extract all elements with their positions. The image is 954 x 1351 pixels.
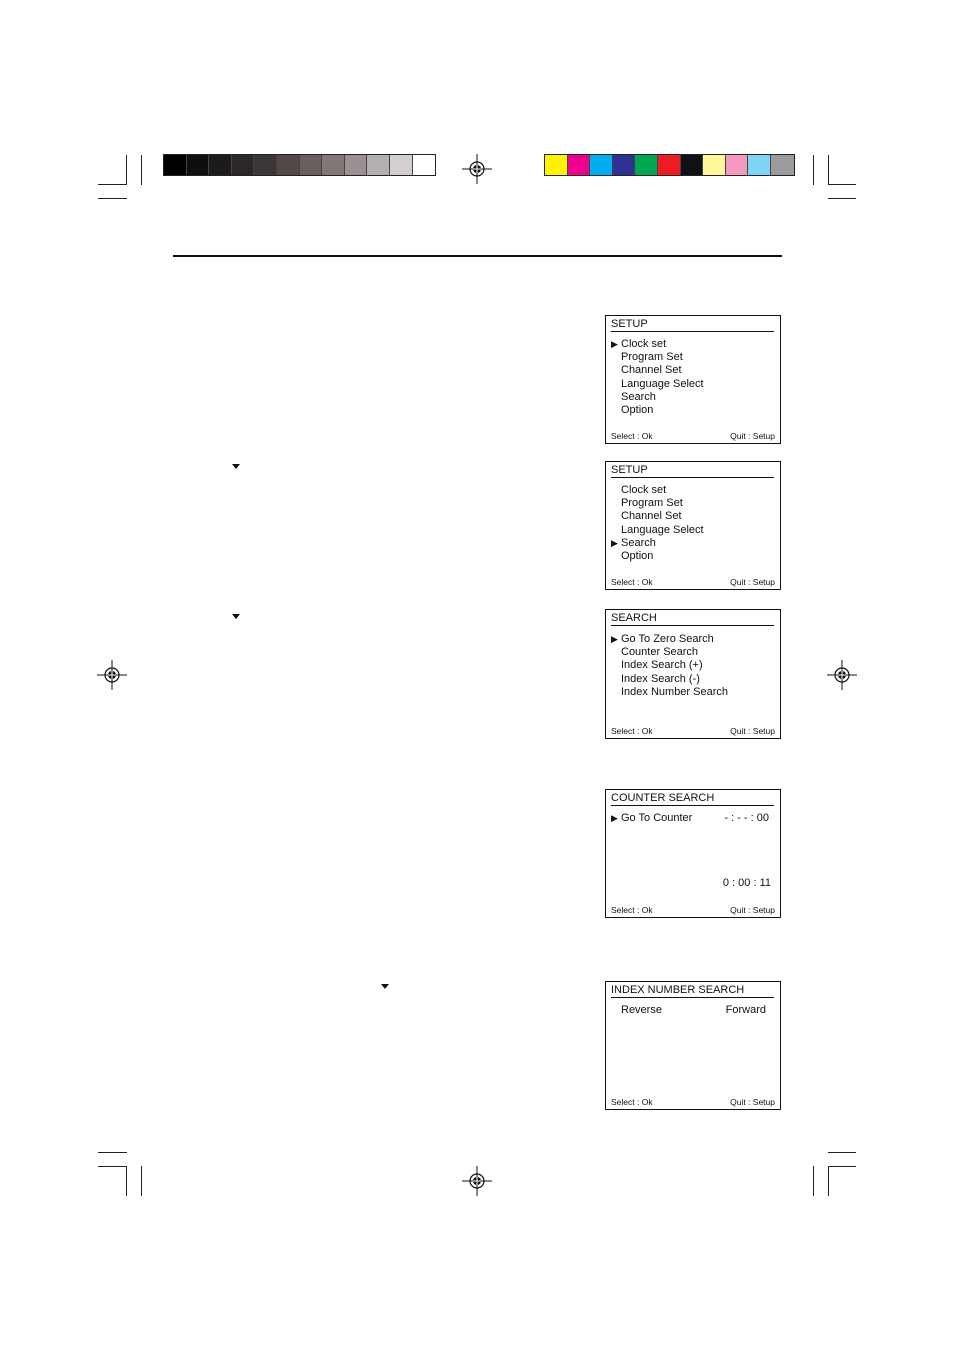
reverse-option[interactable]: Reverse xyxy=(621,1004,662,1016)
menu-title: SETUP xyxy=(611,318,648,330)
forward-option[interactable]: Forward xyxy=(725,1004,766,1016)
menu-item-label: Program Set xyxy=(621,497,683,510)
crop-mark xyxy=(828,1152,856,1153)
menu-item-clock-set[interactable] xyxy=(611,484,704,497)
menu-item-label: Search xyxy=(621,390,656,403)
crop-mark xyxy=(828,1166,829,1196)
color-swatch xyxy=(545,155,568,175)
cursor-icon: ▶ xyxy=(611,813,618,823)
crop-mark xyxy=(98,1166,127,1167)
color-swatch xyxy=(568,155,591,175)
menu-item-label: Counter Search xyxy=(621,646,699,659)
menu-item-label: Index Search (-) xyxy=(621,672,700,685)
menu-item-counter-search[interactable] xyxy=(611,646,728,659)
color-swatch xyxy=(345,155,368,175)
menu-item-index-search-minus[interactable] xyxy=(611,673,728,686)
menu-item-label: Go To Counter xyxy=(621,812,693,824)
process-color-bar xyxy=(544,154,795,176)
color-swatch xyxy=(771,155,794,175)
menu-item-label: Clock set xyxy=(621,484,667,496)
color-swatch xyxy=(413,155,436,175)
title-underline xyxy=(611,331,774,332)
footer-quit-hint: Quit : Setup xyxy=(730,726,775,736)
index-number-search-screen xyxy=(605,981,781,1110)
footer-quit-hint: Quit : Setup xyxy=(730,1097,775,1107)
color-swatch xyxy=(635,155,658,175)
counter-current-value: 0 : 00 : 11 xyxy=(722,877,771,889)
menu-item-label: Index Number Search xyxy=(621,685,728,698)
menu-item-label: Language Select xyxy=(621,523,704,536)
footer-select-hint: Select : Ok xyxy=(611,905,653,915)
footer-quit-hint: Quit : Setup xyxy=(730,905,775,915)
footer-quit-hint: Quit : Setup xyxy=(730,431,775,441)
header-rule xyxy=(173,255,782,257)
menu-item-go-to-counter[interactable] xyxy=(611,812,692,825)
menu-list xyxy=(611,633,728,699)
setup-menu-screen xyxy=(605,315,781,444)
cursor-icon: ▶ xyxy=(611,339,618,349)
color-swatch xyxy=(726,155,749,175)
color-swatch xyxy=(209,155,232,175)
color-swatch xyxy=(658,155,681,175)
menu-item-index-number-search[interactable] xyxy=(611,686,728,699)
crop-mark xyxy=(98,184,127,185)
color-swatch xyxy=(322,155,345,175)
registration-mark-icon xyxy=(97,660,127,690)
menu-item-label: Channel Set xyxy=(621,364,682,377)
menu-item-go-to-zero-search[interactable] xyxy=(611,633,728,646)
down-arrow-icon xyxy=(232,614,240,619)
color-swatch xyxy=(590,155,613,175)
menu-title: SEARCH xyxy=(611,612,657,624)
menu-title: COUNTER SEARCH xyxy=(611,792,715,804)
color-swatch xyxy=(390,155,413,175)
crop-mark xyxy=(141,1166,142,1196)
menu-item-program-set[interactable] xyxy=(611,497,704,510)
color-swatch xyxy=(367,155,390,175)
crop-mark xyxy=(126,1166,127,1196)
crop-mark xyxy=(98,1152,127,1153)
menu-item-label: Channel Set xyxy=(621,510,682,523)
footer-select-hint: Select : Ok xyxy=(611,1097,653,1107)
menu-item-label: Go To Zero Search xyxy=(621,633,714,645)
menu-list xyxy=(611,338,704,417)
color-swatch xyxy=(703,155,726,175)
crop-mark xyxy=(813,155,814,185)
cursor-icon: ▶ xyxy=(611,634,618,644)
menu-item-label: Index Search (+) xyxy=(621,659,703,672)
registration-mark-icon xyxy=(462,154,492,184)
menu-item-label: Language Select xyxy=(621,377,704,390)
crop-mark xyxy=(813,1166,814,1196)
footer-select-hint: Select : Ok xyxy=(611,726,653,736)
menu-item-search[interactable] xyxy=(611,391,704,404)
crop-mark xyxy=(126,155,127,185)
crop-mark xyxy=(141,155,142,185)
color-swatch xyxy=(277,155,300,175)
footer-select-hint: Select : Ok xyxy=(611,577,653,587)
menu-item-label: Search xyxy=(621,536,656,549)
menu-item-channel-set[interactable] xyxy=(611,364,704,377)
menu-item-search[interactable] xyxy=(611,537,704,550)
crop-mark xyxy=(828,198,856,199)
menu-item-channel-set[interactable] xyxy=(611,510,704,523)
menu-title: INDEX NUMBER SEARCH xyxy=(611,984,745,996)
color-swatch xyxy=(254,155,277,175)
menu-title: SETUP xyxy=(611,464,648,476)
title-underline xyxy=(611,625,774,626)
menu-item-label: Option xyxy=(621,550,654,563)
color-swatch xyxy=(613,155,636,175)
menu-item-clock-set[interactable] xyxy=(611,338,704,351)
counter-target-value[interactable]: - : - - : 00 xyxy=(724,812,769,824)
color-swatch xyxy=(232,155,255,175)
color-swatch xyxy=(681,155,704,175)
crop-mark xyxy=(98,198,127,199)
menu-item-index-search-plus[interactable] xyxy=(611,659,728,672)
crop-mark xyxy=(828,155,829,185)
color-swatch xyxy=(748,155,771,175)
color-swatch xyxy=(300,155,323,175)
menu-list xyxy=(611,812,692,825)
menu-item-label: Clock set xyxy=(621,338,667,350)
menu-item-language-select[interactable] xyxy=(611,524,704,537)
cursor-icon: ▶ xyxy=(611,537,618,548)
search-menu-screen xyxy=(605,609,781,739)
menu-item-option[interactable] xyxy=(611,550,704,563)
menu-item-option[interactable] xyxy=(611,404,704,417)
grayscale-color-bar xyxy=(163,154,436,176)
down-arrow-icon xyxy=(232,464,240,469)
title-underline xyxy=(611,805,774,806)
menu-item-label: Option xyxy=(621,404,654,417)
menu-item-language-select[interactable] xyxy=(611,378,704,391)
menu-item-program-set[interactable] xyxy=(611,351,704,364)
menu-item-label: Program Set xyxy=(621,351,683,364)
down-arrow-icon xyxy=(381,984,389,989)
registration-mark-icon xyxy=(462,1166,492,1196)
footer-quit-hint: Quit : Setup xyxy=(730,577,775,587)
menu-list xyxy=(611,484,704,563)
registration-mark-icon xyxy=(827,660,857,690)
counter-search-screen xyxy=(605,789,781,918)
crop-mark xyxy=(828,184,856,185)
color-swatch xyxy=(187,155,210,175)
footer-select-hint: Select : Ok xyxy=(611,431,653,441)
color-swatch xyxy=(164,155,187,175)
crop-mark xyxy=(828,1166,856,1167)
setup-menu-screen xyxy=(605,461,781,590)
title-underline xyxy=(611,997,774,998)
title-underline xyxy=(611,477,774,478)
